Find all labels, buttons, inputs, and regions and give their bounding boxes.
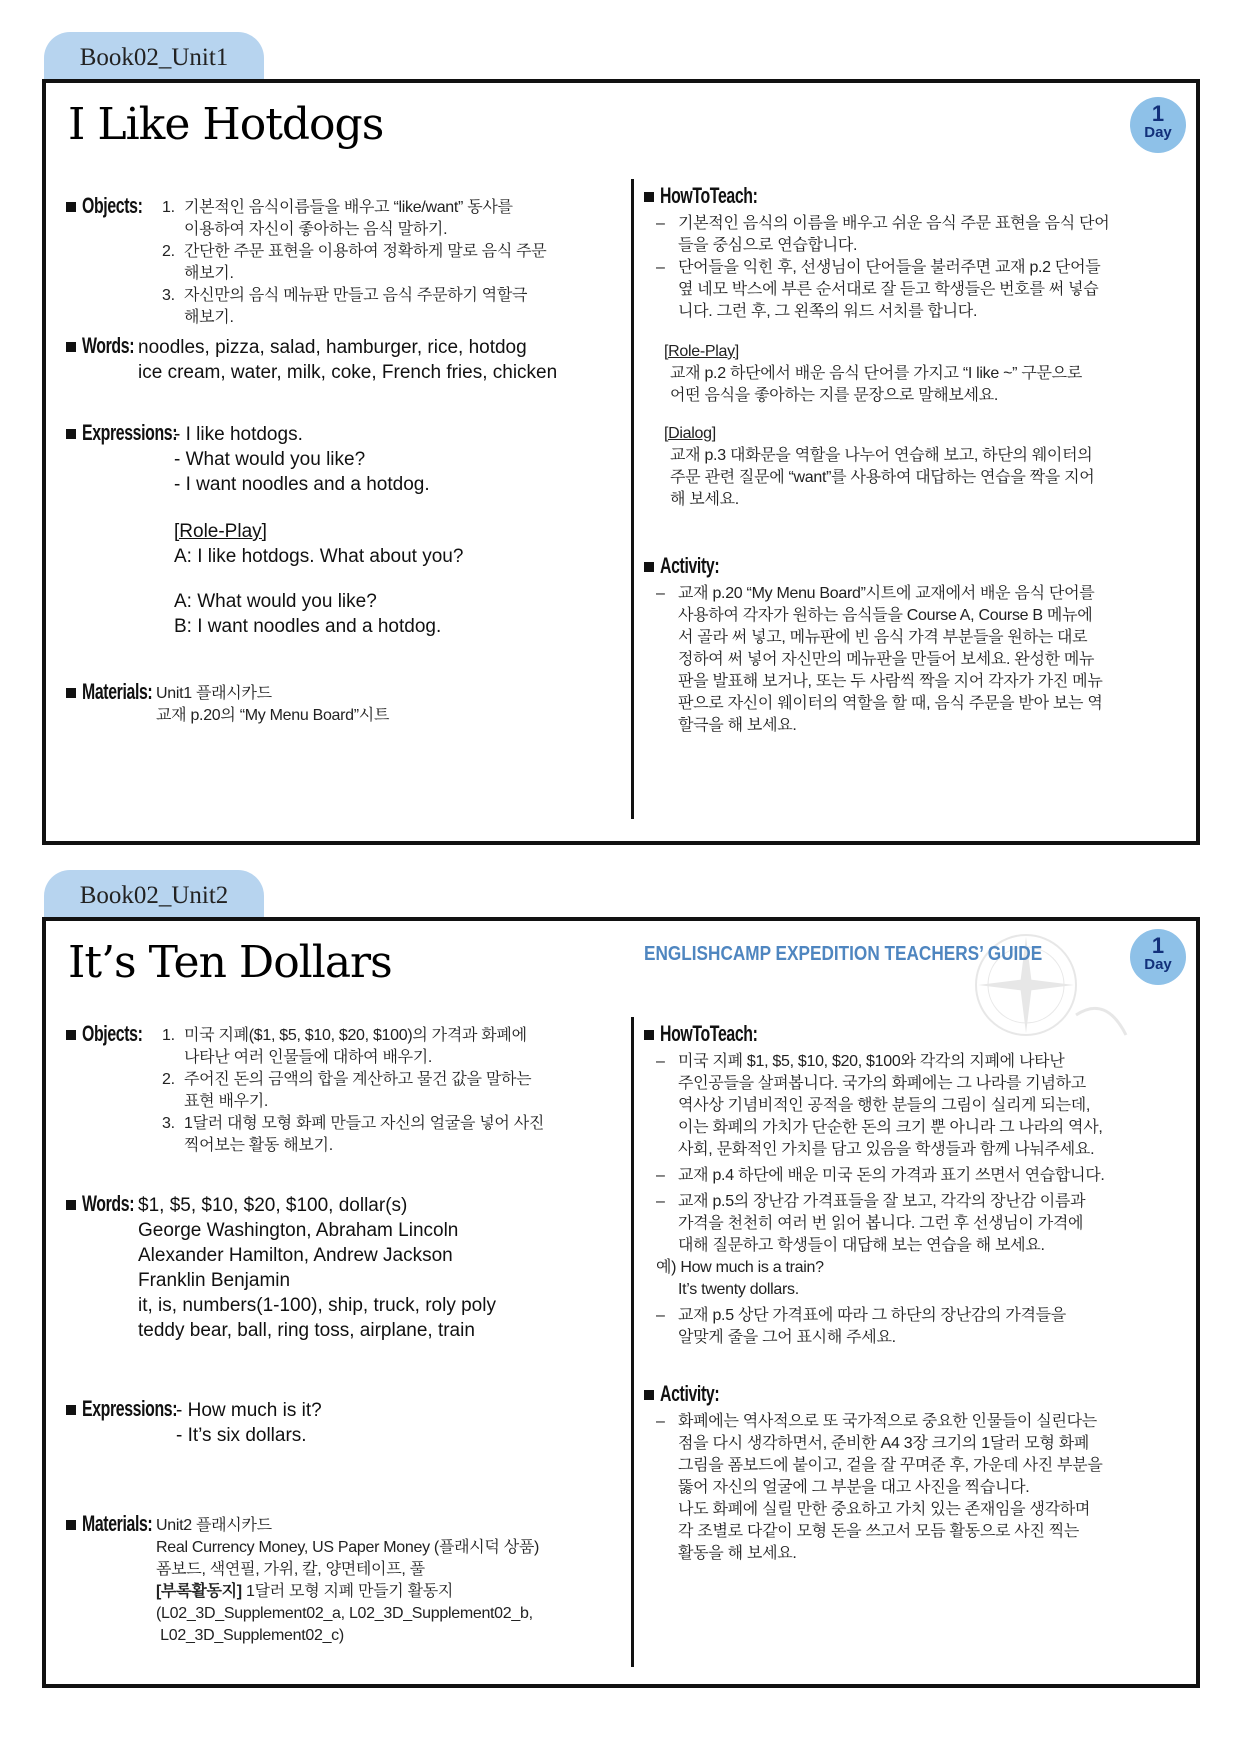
dialog-instructions: 교재 p.3 대화문을 역할을 나누어 연습해 보고, 하단의 웨이터의 주문 관련 질문에 “want”를 사용하여 대답하는 연습을 짝을 지어 해 보세요. (670, 447, 1095, 508)
day-label: Day (1144, 124, 1172, 141)
unit2-activity (644, 1381, 1184, 1565)
expression-line: - I want noodles and a hotdog. (174, 474, 430, 495)
guide-banner: ENGLISHCAMP EXPEDITION TEACHERS’ GUIDE (644, 943, 1043, 965)
expression-line: - I like hotdogs. (174, 424, 303, 445)
material-file-line: L02_3D_Supplement02_c) (156, 1627, 344, 1644)
bullet-icon (644, 192, 654, 202)
howtoteach-label: HowToTeach: (660, 183, 758, 208)
objective-item: 1. 기본적인 음식이름들을 배우고 “like/want” 동사를 이용하여 자신이 좋아하는 음식 말하기. (162, 199, 513, 238)
activity-text: – 교재 p.20 “My Menu Board”시트에 교재에서 배운 음식 단어를 사용하여 각자가 원하는 음식들을 Course A, Course B 메뉴에 서 골라 써 넣고, 메뉴판에 빈 음식 가격 부분들을 원하는 대로 정하여 써 넣어 자신만의 메뉴판을 만들어 보세요. 완성한 메뉴 판을 발표해 보거나, 또는 두 사람씩 짝을 지어 각자가 가진 메뉴 판으로 자신이 웨이터의 역할을 할 때, 음식 주문을 받아 보는 역 할극을 해 보세요. (656, 585, 1103, 734)
objective-item: 3. 자신만의 음식 메뉴판 만들고 음식 주문하기 역할극 해보기. (162, 287, 528, 326)
roleplay-heading: [Role-Play] (664, 343, 739, 360)
teach-step: – 교재 p.5의 장난감 가격표들을 잘 보고, 각각의 장난감 이름과 가격을 천천히 여러 번 읽어 봅니다. 그런 후 선생님이 가격에 대해 질문하고 학생들이 대답해 보는 연습을 해 보세요. (656, 1193, 1086, 1254)
objective-item: 2. 간단한 주문 표현을 이용하여 정확하게 말로 음식 주문 해보기. (162, 243, 547, 282)
howtoteach-label: HowToTeach: (660, 1021, 758, 1046)
objective-item: 2. 주어진 돈의 금액의 합을 계산하고 물건 값을 말하는 표현 배우기. (162, 1071, 532, 1110)
bullet-icon (66, 429, 76, 439)
teach-step: – 교재 p.4 하단에 배운 미국 돈의 가격과 표기 쓰면서 연습합니다. (656, 1167, 1105, 1184)
words-label: Words: (82, 333, 135, 358)
unit2-expressions (66, 1396, 626, 1448)
material-line: [부록활동지] 1달러 모형 지폐 만들기 활동지 (156, 1583, 454, 1600)
example-answer: It’s twenty dollars. (678, 1281, 799, 1298)
bullet-icon (66, 1030, 76, 1040)
teach-step: – 기본적인 음식의 이름을 배우고 쉬운 음식 주문 표현을 음식 단어 들을 중심으로 연습합니다. (656, 215, 1110, 254)
teach-step: – 미국 지폐 $1, $5, $10, $20, $100와 각각의 지폐에 나타난 주인공들을 살펴봅니다. 국가의 화폐에는 그 나라를 기념하고 역사상 기념비적인 공적을 행한 분들의 그림이 실리게 되는데, 이는 화폐의 가치가 단순한 돈의 크기 뿐 아니라 그 나라의 역사, 사회, 문화적인 가치를 담고 있음을 학생들과 함께 나눠주세요. (656, 1053, 1103, 1158)
column-divider (631, 1017, 634, 1667)
unit2-tab: Book02_Unit2 (44, 870, 264, 920)
example-question: 예) How much is a train? (656, 1259, 824, 1276)
bullet-icon (644, 1030, 654, 1040)
roleplay-line: A: I like hotdogs. What about you? (174, 546, 464, 567)
unit1-day-badge (1130, 97, 1186, 153)
bullet-icon (66, 342, 76, 352)
unit1-expressions (66, 420, 626, 639)
unit1-tab: Book02_Unit1 (44, 32, 264, 82)
unit2-howtoteach (644, 1021, 1184, 1349)
unit1-howtoteach (644, 183, 1184, 511)
bullet-icon (66, 1405, 76, 1415)
word-line: George Washington, Abraham Lincoln (138, 1220, 459, 1241)
activity-label: Activity: (660, 1381, 720, 1406)
expressions-label: Expressions: (82, 1396, 178, 1421)
unit2-title: It’s Ten Dollars (68, 937, 392, 988)
bullet-icon (66, 202, 76, 212)
word-line: ice cream, water, milk, coke, French fries, chicken (138, 362, 558, 383)
unit1-words (66, 333, 626, 385)
unit2-words (66, 1191, 626, 1343)
unit2-objects (66, 1021, 626, 1157)
materials-label: Materials: (82, 1511, 153, 1536)
objects-label: Objects: (82, 1021, 143, 1046)
bullet-icon (66, 688, 76, 698)
material-line: Unit1 플래시카드 (156, 685, 272, 702)
roleplay-line: A: What would you like? (174, 591, 377, 612)
dialog-heading: [Dialog] (664, 425, 716, 442)
bullet-icon (66, 1200, 76, 1210)
bullet-icon (66, 1520, 76, 1530)
material-line: 교재 p.20의 “My Menu Board”시트 (156, 707, 390, 724)
expression-line: - It’s six dollars. (176, 1425, 307, 1446)
unit1-card (42, 79, 1200, 845)
unit2-materials (66, 1511, 626, 1647)
roleplay-instructions: 교재 p.2 하단에서 배운 음식 단어를 가지고 “I like ~” 구문으로 어떤 음식을 좋아하는 지를 문장으로 말해보세요. (670, 365, 1082, 404)
word-line: it, is, numbers(1-100), ship, truck, roly poly (138, 1295, 496, 1316)
unit2-day-badge (1130, 929, 1186, 985)
teach-step: – 단어들을 익힌 후, 선생님이 단어들을 불러주면 교재 p.2 단어들 옆 네모 박스에 부른 순서대로 잘 듣고 학생들은 번호를 써 넣습 니다. 그런 후, 그 왼쪽의 워드 서치를 합니다. (656, 259, 1101, 320)
word-line: $1, $5, $10, $20, $100, dollar(s) (138, 1195, 408, 1216)
objects-label: Objects: (82, 193, 143, 218)
materials-label: Materials: (82, 679, 153, 704)
day-label: Day (1144, 956, 1172, 973)
unit1-title: I Like Hotdogs (68, 99, 384, 150)
day-number: 1 (1151, 101, 1165, 126)
expression-line: - What would you like? (174, 449, 366, 470)
expressions-label: Expressions: (82, 420, 178, 445)
teach-step: – 교재 p.5 상단 가격표에 따라 그 하단의 장난감의 가격들을 알맞게 줄을 그어 표시해 주세요. (656, 1307, 1066, 1346)
word-line: Franklin Benjamin (138, 1270, 291, 1291)
day-number: 1 (1151, 933, 1165, 958)
expression-line: - How much is it? (176, 1400, 322, 1421)
roleplay-heading: [Role-Play] (174, 521, 267, 542)
material-line: 폼보드, 색연필, 가위, 칼, 양면테이프, 풀 (156, 1561, 425, 1578)
roleplay-line: B: I want noodles and a hotdog. (174, 616, 442, 637)
unit1-materials (66, 679, 626, 727)
column-divider (631, 179, 634, 819)
material-line: Real Currency Money, US Paper Money (플래시덕 상품) (156, 1539, 540, 1556)
unit2-card (42, 917, 1200, 1688)
word-line: noodles, pizza, salad, hamburger, rice, hotdog (138, 337, 527, 358)
objective-item: 1. 미국 지폐($1, $5, $10, $20, $100)의 가격과 화폐에 나타난 여러 인물들에 대하여 배우기. (162, 1027, 527, 1066)
word-line: Alexander Hamilton, Andrew Jackson (138, 1245, 453, 1266)
bullet-icon (644, 562, 654, 572)
activity-text: – 화폐에는 역사적으로 또 국가적으로 중요한 인물들이 실린다는 점을 다시 생각하면서, 준비한 A4 3장 크기의 1달러 모형 화폐 그림을 폼보드에 붙이고, 겉을 잘 꾸며준 후, 가운데 사진 부분을 뚫어 자신의 얼굴에 그 부분을 대고 사진을 찍습니다. 나도 화폐에 실릴 만한 중요하고 가치 있는 존재임을 생각하며 각 조별로 다같이 모형 돈을 쓰고서 모듬 활동으로 사진 찍는 활동을 해 보세요. (656, 1413, 1103, 1562)
activity-label: Activity: (660, 553, 720, 578)
unit1-objects (66, 193, 626, 329)
material-file-line: (L02_3D_Supplement02_a, L02_3D_Supplement02_b, (156, 1605, 533, 1622)
objective-item: 3. 1달러 대형 모형 화폐 만들고 자신의 얼굴을 넣어 사진 찍어보는 활동 해보기. (162, 1115, 545, 1154)
unit1-activity (644, 553, 1184, 737)
word-line: teddy bear, ball, ring toss, airplane, train (138, 1320, 475, 1341)
bullet-icon (644, 1390, 654, 1400)
words-label: Words: (82, 1191, 135, 1216)
material-line: Unit2 플래시카드 (156, 1517, 272, 1534)
